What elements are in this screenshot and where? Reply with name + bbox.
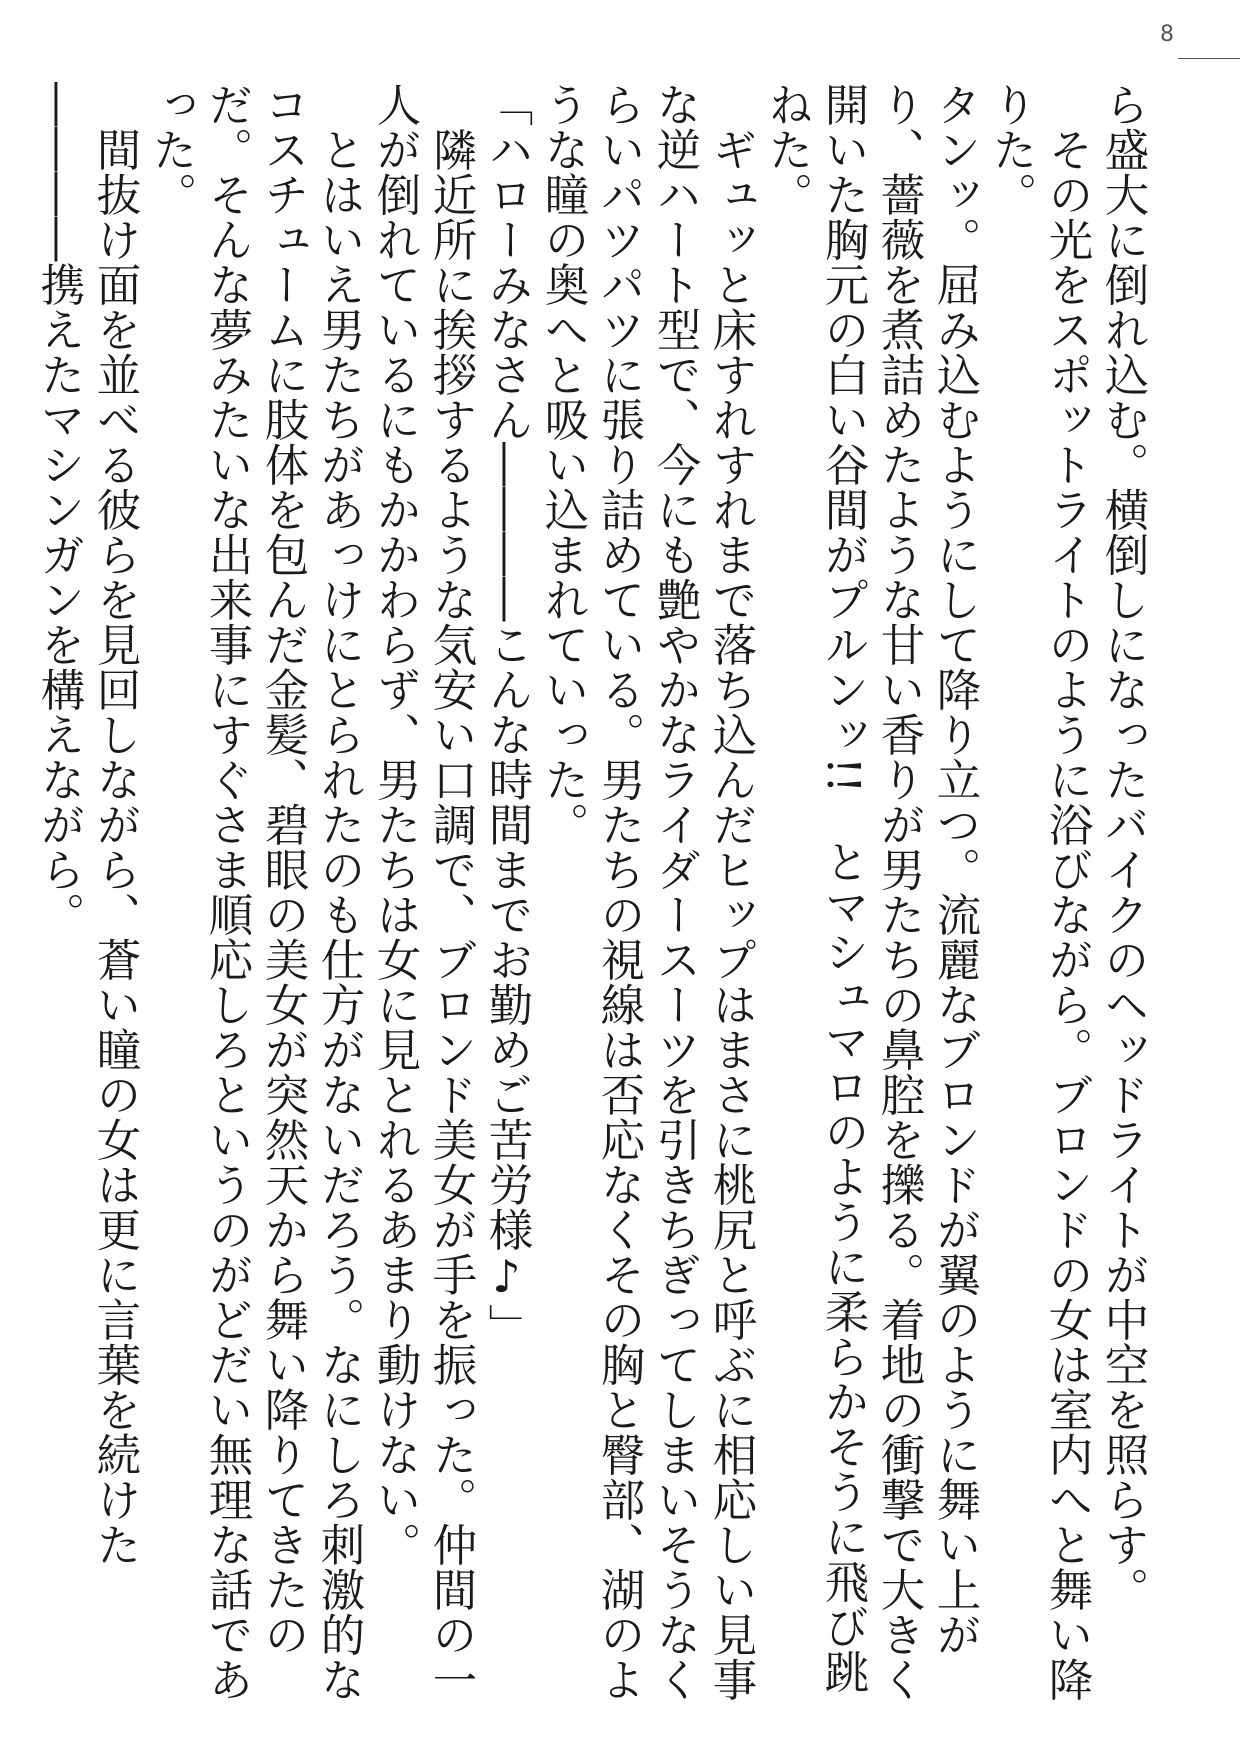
- page-number: 8: [1160, 22, 1174, 47]
- paragraph: 間抜け面を並べる彼らを見回しながら、蒼い瞳の女は更に言葉を続けた――――携えたマシンガンを構えながら。: [33, 82, 140, 1567]
- novel-body-text: [33, 82, 1150, 1722]
- paragraph: ギュッと床すれすれまで落ち込んだヒップはまさに桃尻と呼ぶに相応しい見事な逆ハート型で、今にも艶やかなライダースーツを引きちぎってしまいそうなくらいパツパツに張り詰めている。男たちの視線は否応なくその胸と臀部、湖のような瞳の奥へと吸い込まれていった。: [537, 82, 756, 1702]
- paragraph: ら盛大に倒れ込む。横倒しになったバイクのヘッドライトが中空を照らす。: [1097, 82, 1148, 1612]
- paragraph: その光をスポットライトのように浴びながら。ブロンドの女は室内へと舞い降りた。: [985, 82, 1092, 1702]
- page-number-rule: [1178, 58, 1240, 59]
- paragraph: タンッ。屈み込むようにして降り立つ。流麗なブロンドが翼のように舞い上がり、薔薇を煮詰めたような甘い香りが男たちの鼻腔を擽る。着地の衝撃で大きく開いた胸元の白い谷間がプルンッ!! とマシュマロのように柔らかそうに飛び跳ねた。: [761, 82, 980, 1702]
- paragraph: とはいえ男たちがあっけにとられたのも仕方がないだろう。なにしろ刺激的なコスチュームに肢体を包んだ金髪、碧眼の美女が突然天から舞い降りてきたのだ。そんな夢みたいな出来事にすぐさま順応しろというのがどだい無理な話であった。: [145, 82, 364, 1702]
- dialogue-line: 「ハローみなさん――――こんな時間までお勤めご苦労様♪」: [481, 82, 532, 1349]
- paragraph: 隣近所に挨拶するような気安い口調で、ブロンド美女が手を振った。仲間の一人が倒れているにもかかわらず、男たちは女に見とれるあまり動けない。: [369, 82, 476, 1702]
